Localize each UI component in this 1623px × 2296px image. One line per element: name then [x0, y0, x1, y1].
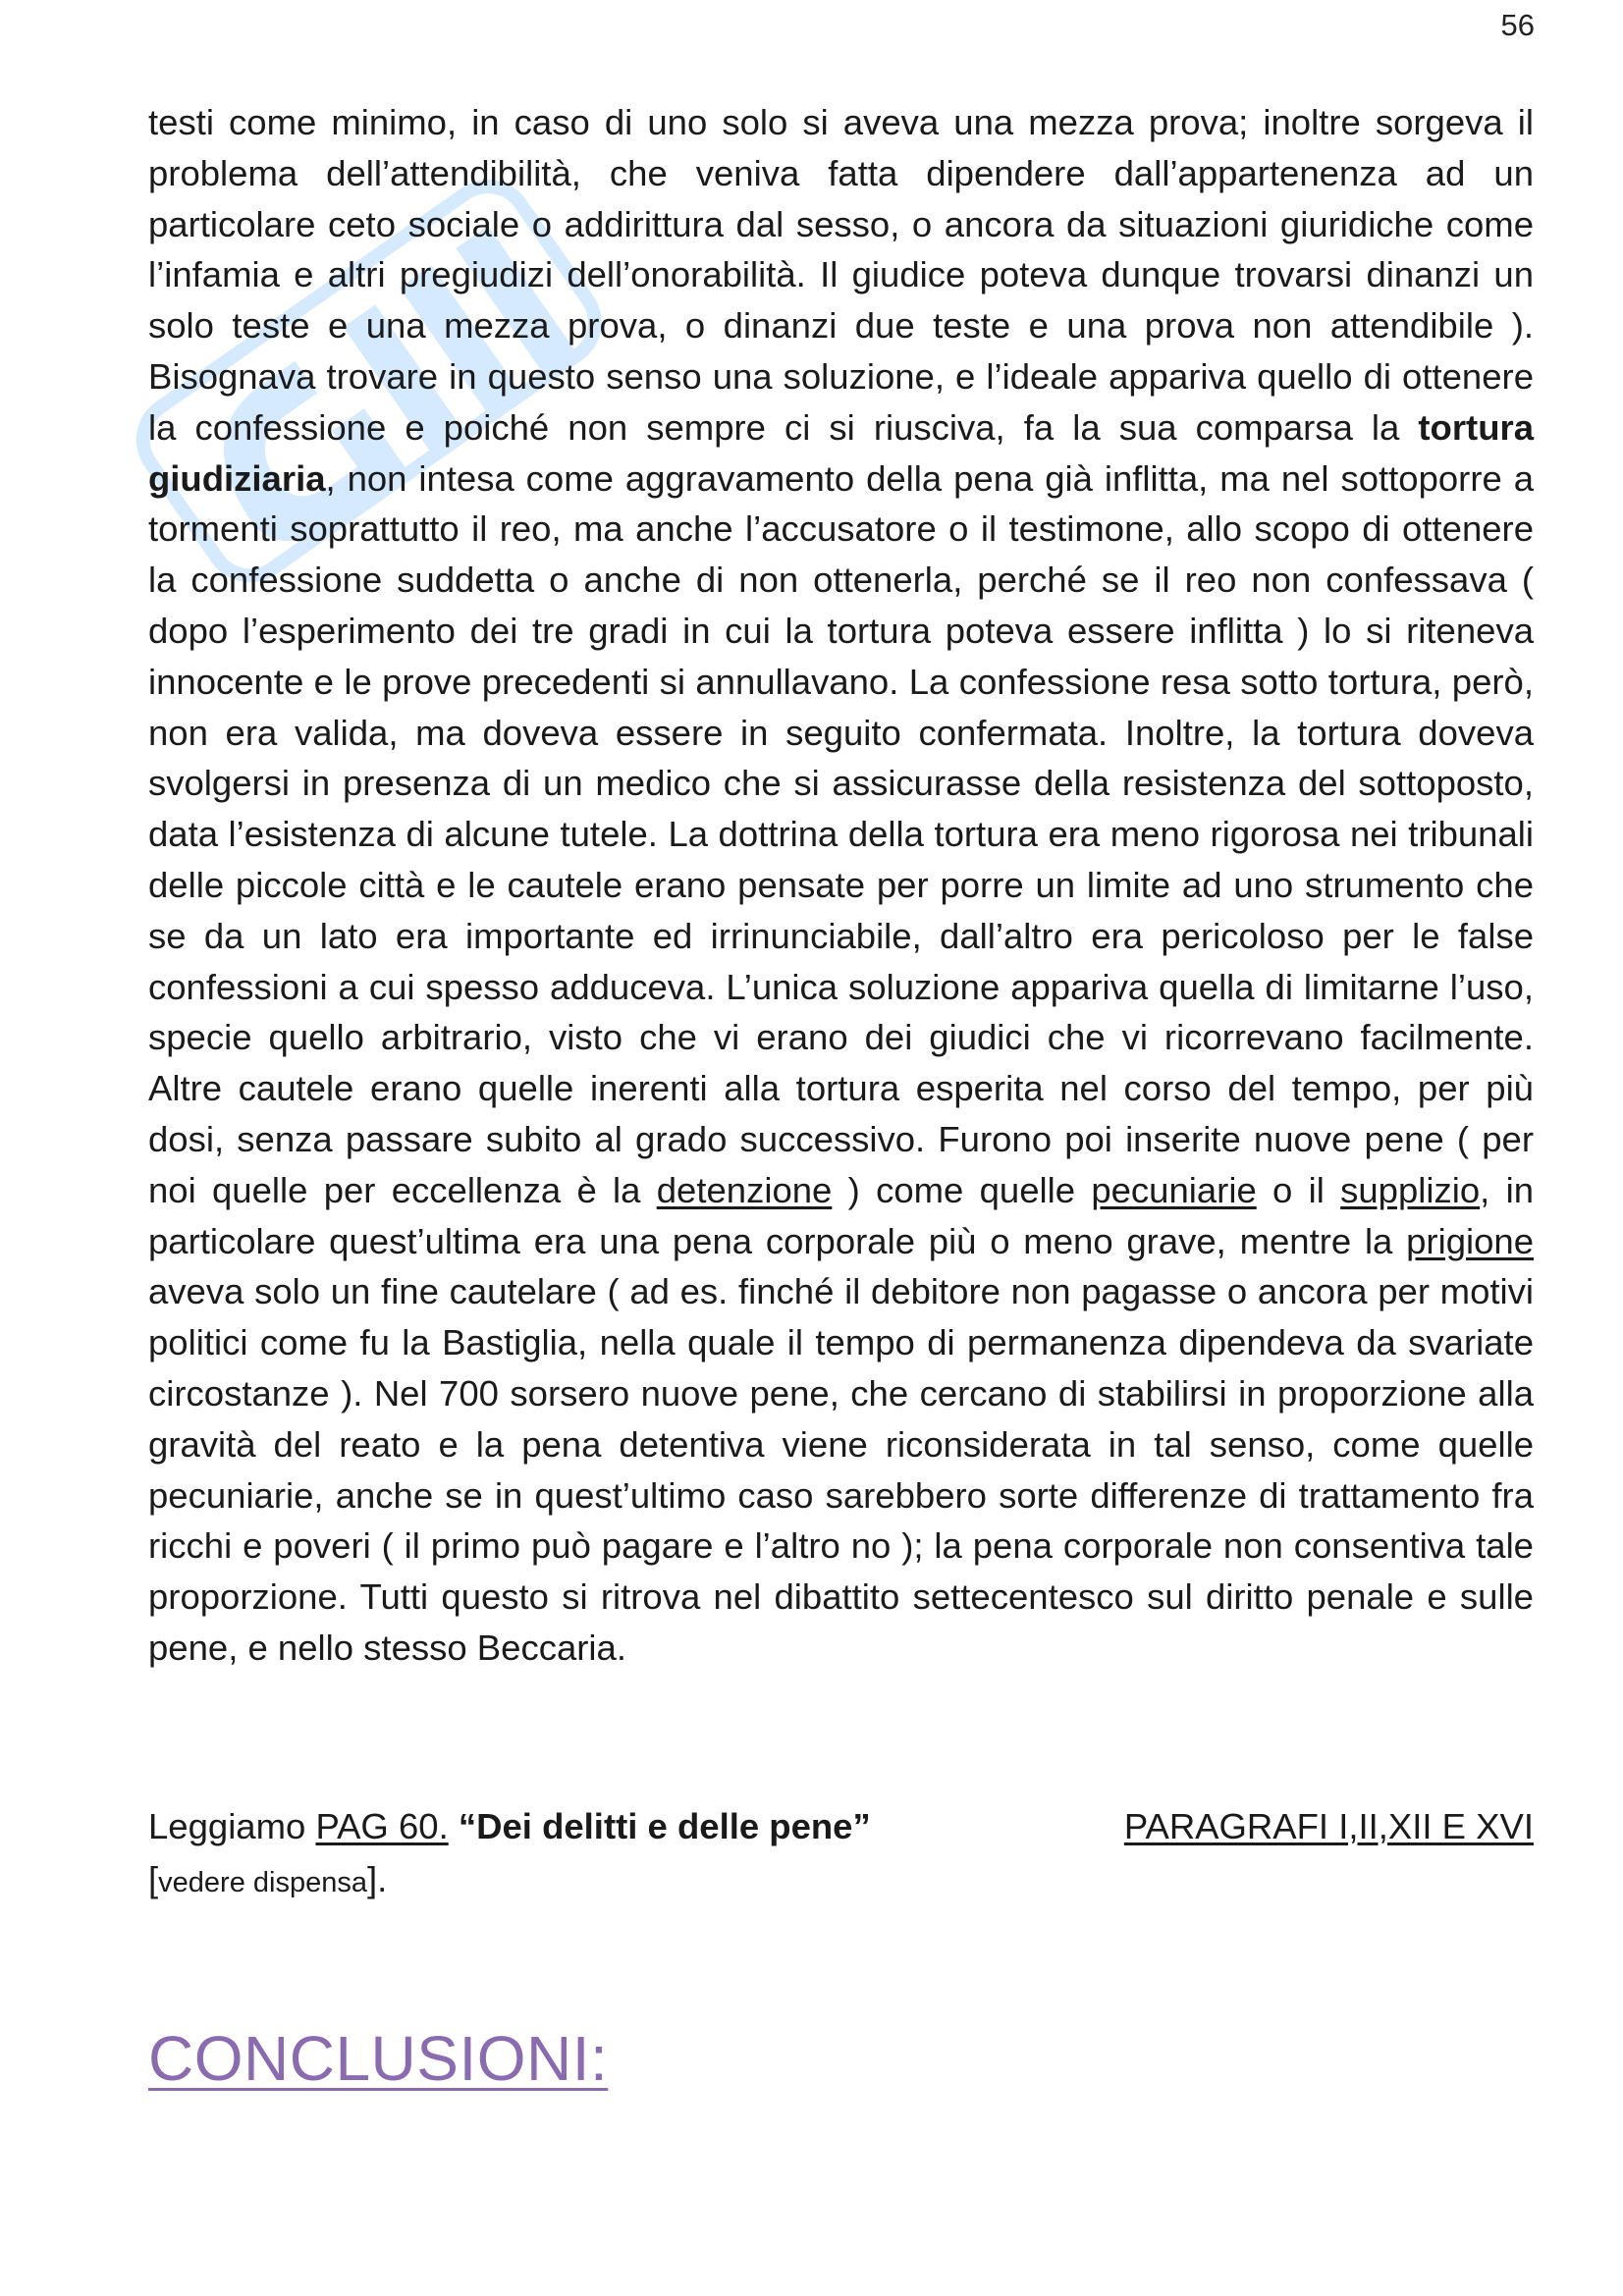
bracket-open: [	[148, 1859, 159, 1899]
dispensa-note	[148, 1856, 387, 1906]
bracket-close: ].	[366, 1859, 388, 1899]
paragraph-text-part: ) come quelle	[832, 1169, 1092, 1210]
page-reference: PAG 60.	[315, 1806, 449, 1846]
reading-reference	[148, 1803, 1534, 1850]
reading-prefix: Leggiamo	[148, 1806, 316, 1846]
section-heading-conclusioni: CONCLUSIONI:	[148, 2023, 609, 2094]
page-number: 56	[1500, 8, 1535, 42]
dispensa-note-text: vedere dispensa	[158, 1867, 367, 1898]
paragraph-text-part: testi come minimo, in caso di uno solo si aveva una mezza prova; inoltre sorgeva il problema dell’attendibilità, che veniva fatta dipendere dall’appartenenza ad un particolare ceto sociale o addirittura dal sesso, o ancora da situazioni giuridiche come l’infamia e altri pregiudizi dell’onorabilità. Il giudice poteva dunque trovarsi dinanzi un solo teste e una mezza prova, o dinanzi due teste e una prova non attendibile ). Bisognava trovare in questo senso una soluzione, e l’ideale appariva quello di ottenere la confessione e poiché non sempre ci si riusciva, fa la sua comparsa la	[148, 102, 1534, 448]
paragraph-reference: PARAGRAFI I,II,XII E XVI	[1123, 1806, 1534, 1846]
paragraph-text-part: o il	[1256, 1169, 1341, 1210]
bold-term-tortura-giudiziaria: tortura giudiziaria	[148, 406, 1534, 499]
underlined-term-supplizio: supplizio	[1340, 1169, 1481, 1210]
book-title: “Dei delitti e delle pene”	[458, 1806, 871, 1846]
paragraph-text-part: aveva solo un fine cautelare ( ad es. finché il debitore non pagasse o ancora per motivi politici come fu la Bastiglia, nella quale il tempo di permanenza dipendeva da svariate circostanze ). Nel 700 sorsero nuove pene, che cercano di stabilirsi in proporzione alla gravità del reato e la pena detentiva viene riconsiderata in tal senso, come quelle pecuniarie, anche se in quest’ultimo caso sarebbero sorte differenze di trattamento fra ricchi e poveri ( il primo può pagare e l’altro no ); la pena corporale non consentiva tale proporzione. Tutti questo si ritrova nel dibattito settecentesco sul diritto penale e sulle pene, e nello stesso Beccaria.	[148, 1271, 1534, 1668]
body-paragraph	[148, 97, 1534, 1674]
underlined-term-prigione: prigione	[1406, 1220, 1534, 1261]
underlined-term-pecuniarie: pecuniarie	[1091, 1169, 1257, 1210]
underlined-term-detenzione: detenzione	[656, 1169, 833, 1210]
paragraph-text-part: , in particolare quest’ultima era una pena corporale più o meno grave, mentre la	[148, 1169, 1534, 1261]
paragraph-text-part: , non intesa come aggravamento della pena già inflitta, ma nel sottoporre a tormenti soprattutto il reo, ma anche l’accusatore o il testimone, allo scopo di ottenere la confessione suddetta o anche di non ottenerla, perché se il reo non confessava ( dopo l’esperimento dei tre gradi in cui la tortura poteva essere inflitta ) lo si riteneva innocente e le prove precedenti si annullavano. La confessione resa sotto tortura, però, non era valida, ma doveva essere in seguito confermata. Inoltre, la tortura doveva svolgersi in presenza di un medico che si assicurasse della resistenza del sottoposto, data l’esistenza di alcune tutele. La dottrina della tortura era meno rigorosa nei tribunali delle piccole città e le cautele erano pensate per porre un limite ad uno strumento che se da un lato era importante ed irrinunciabile, dall’altro era pericoloso per le false confessioni a cui spesso adduceva. L’unica soluzione appariva quella di limitarne l’uso, specie quello arbitrario, visto che vi erano dei giudici che vi ricorrevano facilmente. Altre cautele erano quelle inerenti alla tortura esperita nel corso del tempo, per più dosi, senza passare subito al grado successivo. Furono poi inserite nuove pene ( per noi quelle per eccellenza è la	[148, 457, 1534, 1210]
